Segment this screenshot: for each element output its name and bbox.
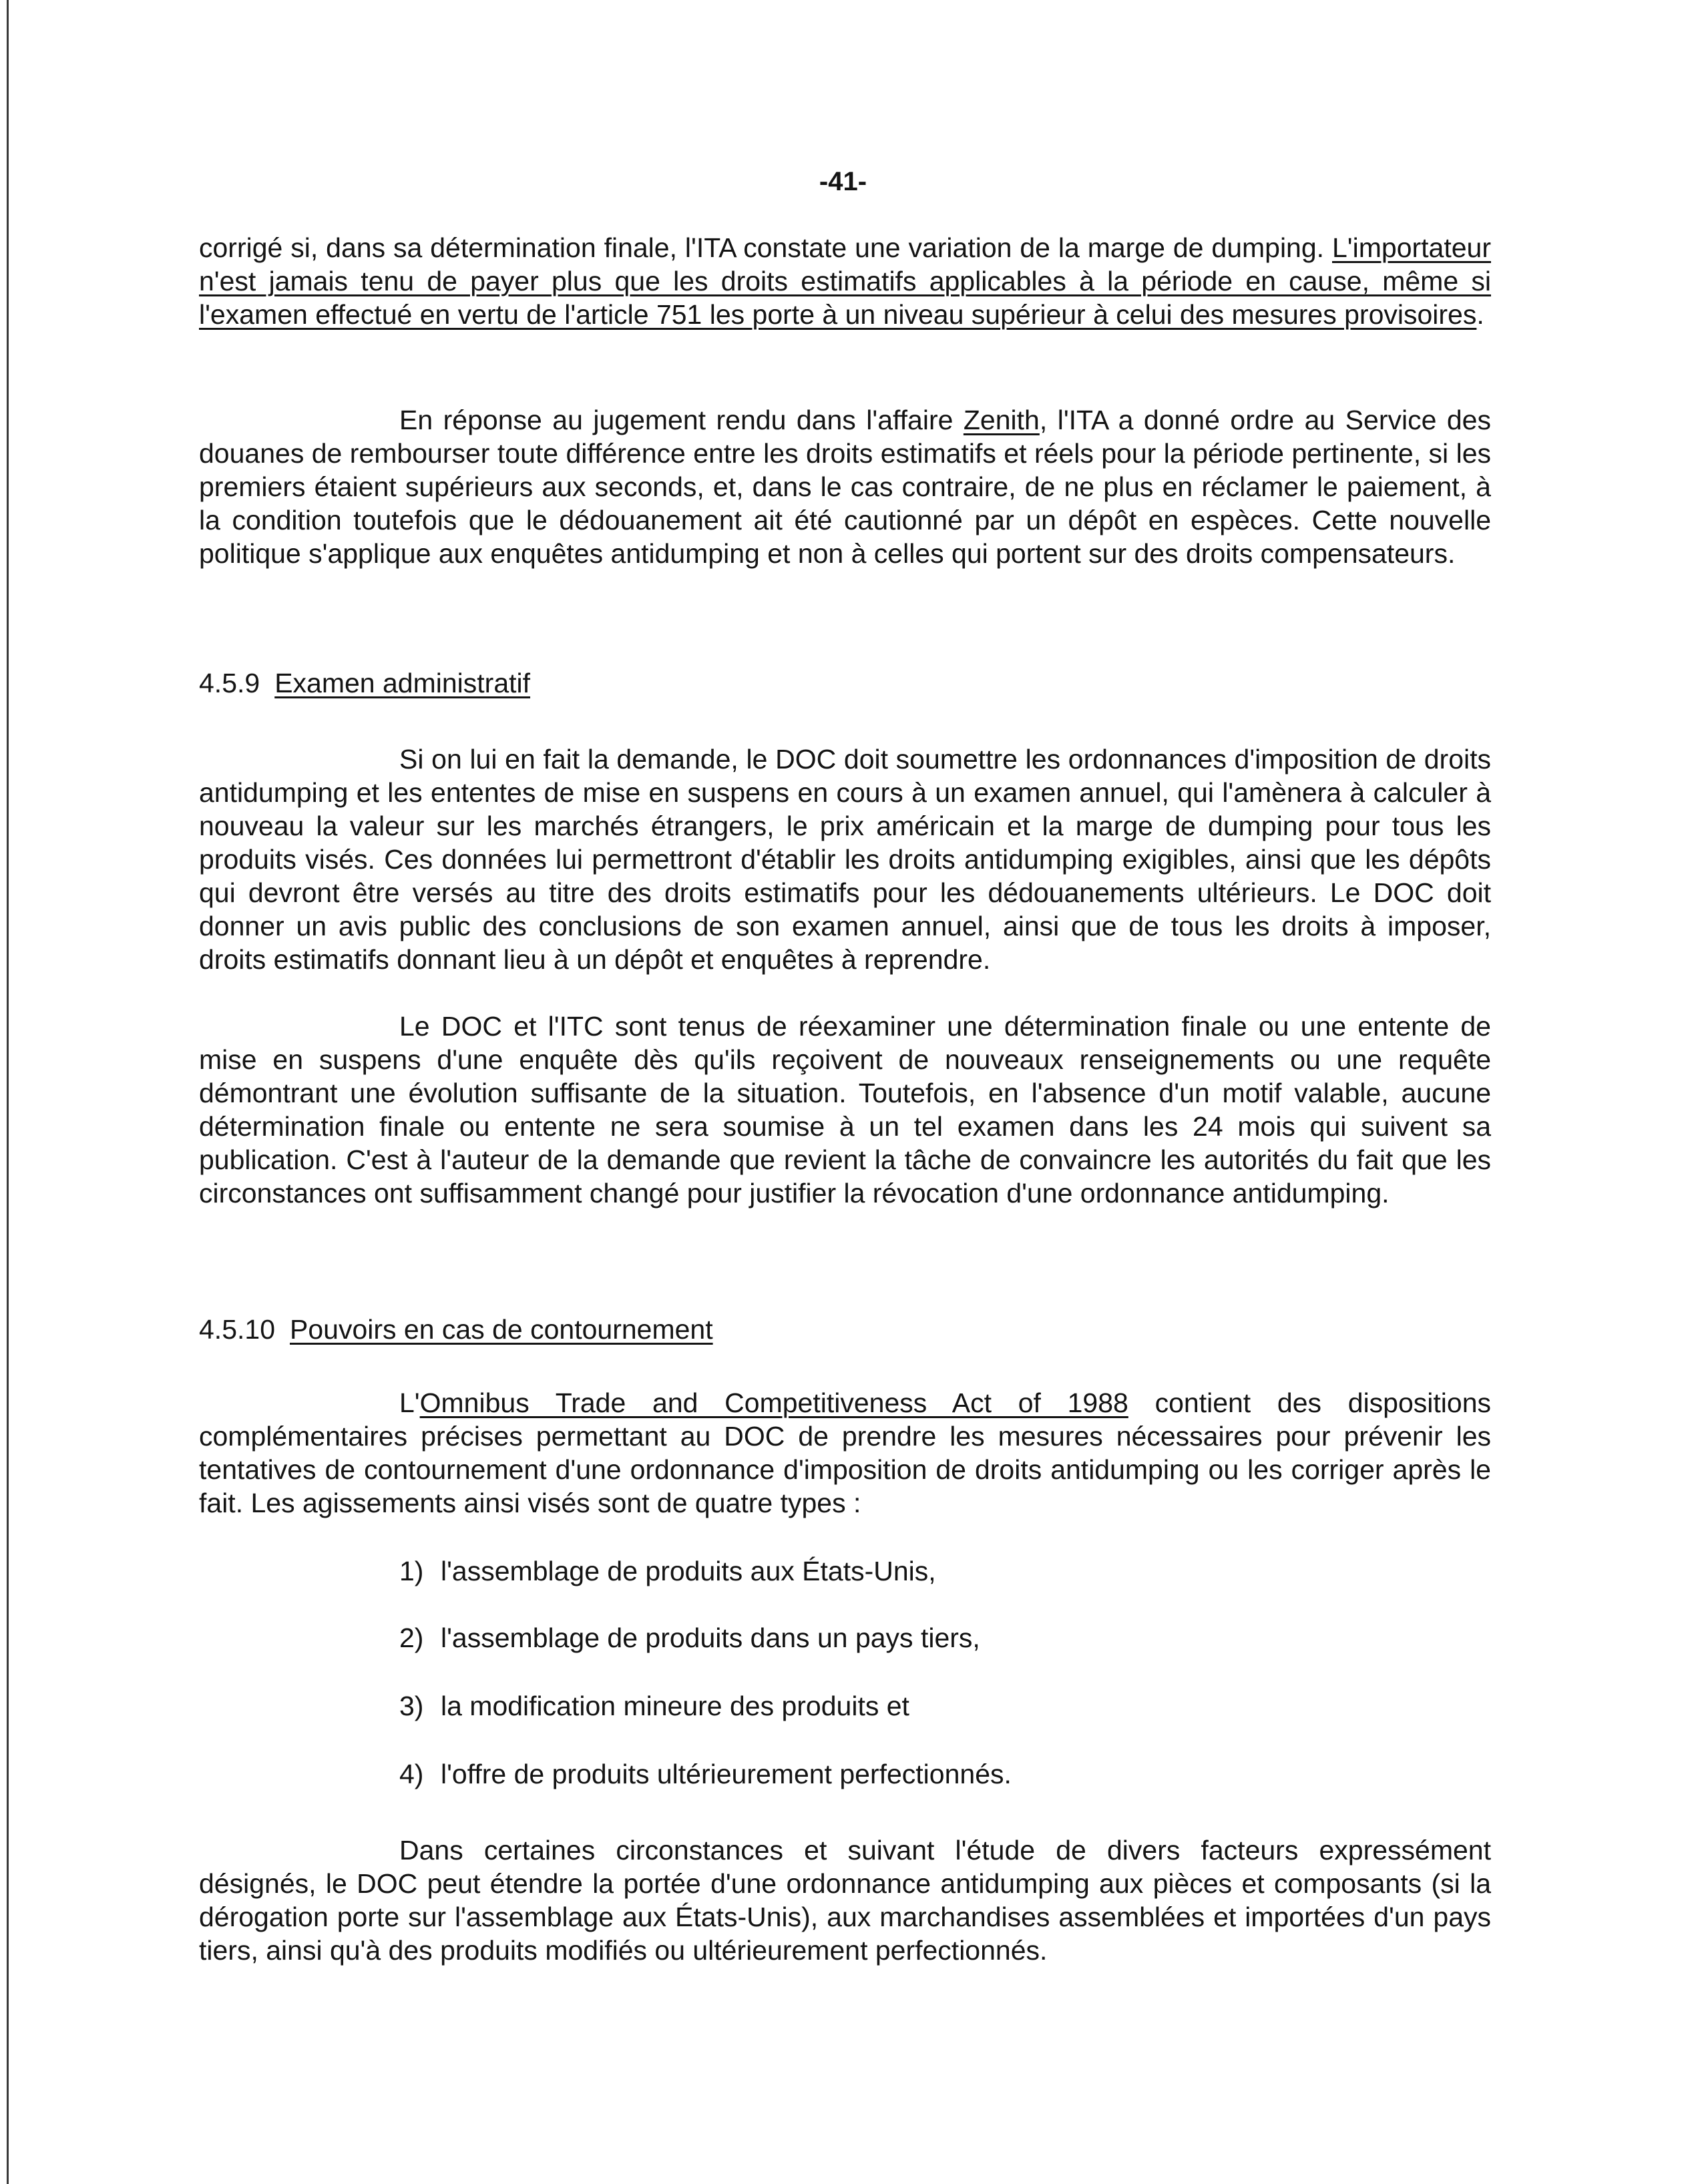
list-item xyxy=(399,1689,909,1723)
section-number: 4.5.10 xyxy=(199,1314,275,1345)
zenith-text-before: En réponse au jugement rendu dans l'affaire xyxy=(399,405,964,435)
intro-paragraph xyxy=(199,231,1491,331)
intro-prefix: L' xyxy=(399,1387,420,1418)
list-item xyxy=(399,1554,936,1588)
section-title: Pouvoirs en cas de contournement xyxy=(290,1314,713,1345)
section-heading-4510 xyxy=(199,1313,713,1346)
section-4510-intro-paragraph xyxy=(199,1386,1491,1520)
zenith-text-after: , l'ITA a donné ordre au Service des douanes de rembourser toute différence entre les droits estimatifs et réels pour la période pertinente, si les premiers étaient supérieurs aux seconds, et, dans le cas contraire, de ne plus en réclamer le paiement, à la condition toutefois que le dédouanement ait été cautionné par un dépôt en espèces. Cette nouvelle politique s'applique aux enquêtes antidumping et non à celles qui portent sur des droits compensateurs. xyxy=(199,405,1491,569)
section-459-paragraph-2: Le DOC et l'ITC sont tenus de réexaminer une détermination finale ou une entente de mise en suspens d'une enquête dès qu'ils reçoivent de nouveaux renseignements ou une requête démontrant une évolution suffisante de la situation. Toutefois, en l'absence d'un motif valable, aucune détermination finale ou entente ne sera soumise à un tel examen dans les 24 mois qui suivent sa publication. C'est à l'auteur de la demande que revient la tâche de convaincre les autorités du fait que les circonstances ont suffisamment changé pour justifier la révocation d'une ordonnance antidumping. xyxy=(199,1011,1491,1209)
section-heading-459 xyxy=(199,666,530,700)
list-item-number: 2) xyxy=(399,1622,424,1653)
intro-end: . xyxy=(1476,299,1484,330)
list-item-text: l'assemblage de produits dans un pays tiers, xyxy=(441,1622,980,1653)
list-item-number: 1) xyxy=(399,1556,424,1586)
list-item xyxy=(399,1621,980,1655)
act-name: Omnibus Trade and Competitiveness Act of 1988 xyxy=(419,1387,1128,1418)
section-459-paragraph-1: Si on lui en fait la demande, le DOC doit soumettre les ordonnances d'imposition de droits antidumping et les ententes de mise en suspens en cours à un examen annuel, qui l'amènera à calculer à nouveau la valeur sur les marchés étrangers, le prix américain et la marge de dumping pour tous les produits visés. Ces données lui permettront d'établir les droits antidumping exigibles, ainsi que les dépôts qui devront être versés au titre des droits estimatifs pour les dédouanements ultérieurs. Le DOC doit donner un avis public des conclusions de son examen annuel, ainsi que de tous les droits à imposer, droits estimatifs donnant lieu à un dépôt et enquêtes à reprendre. xyxy=(199,744,1491,975)
zenith-paragraph xyxy=(199,403,1491,570)
intro-underlined-sentence: L'importateur n'est jamais tenu de payer plus que les droits estimatifs applicables à la période en cause, même si l'examen effectué en vertu de l'article 751 les porte à un niveau supérieur à celui des mesures provisoires xyxy=(199,232,1491,330)
list-item-text: l'offre de produits ultérieurement perfectionnés. xyxy=(441,1759,1012,1789)
list-item xyxy=(399,1757,1012,1791)
zenith-case-name: Zenith xyxy=(963,405,1040,435)
page-number: -41- xyxy=(819,167,867,196)
intro-line: corrigé si, dans sa détermination finale, l'ITA constate une variation de la marge de dumping. xyxy=(199,232,1325,263)
section-number: 4.5.9 xyxy=(199,668,260,698)
list-item-text: l'assemblage de produits aux États-Unis, xyxy=(441,1556,936,1586)
list-item-number: 3) xyxy=(399,1691,424,1721)
intro-text: contient des dispositions complémentaires précises permettant au DOC de prendre les mesures nécessaires pour prévenir les tentatives de contournement d'une ordonnance d'imposition de droits antidumping ou les corriger après le fait. Les agissements ainsi visés sont de quatre types : xyxy=(199,1387,1491,1518)
list-item-text: la modification mineure des produits et xyxy=(441,1691,909,1721)
section-4510-closing-paragraph: Dans certaines circonstances et suivant l'étude de divers facteurs expressément désignés, le DOC peut étendre la portée d'une ordonnance antidumping aux pièces et composants (si la dérogation porte sur l'assemblage aux États-Unis), aux marchandises assemblées et importées d'un pays tiers, ainsi qu'à des produits modifiés ou ultérieurement perfectionnés. xyxy=(199,1835,1491,1966)
list-item-number: 4) xyxy=(399,1759,424,1789)
section-title: Examen administratif xyxy=(274,668,531,698)
